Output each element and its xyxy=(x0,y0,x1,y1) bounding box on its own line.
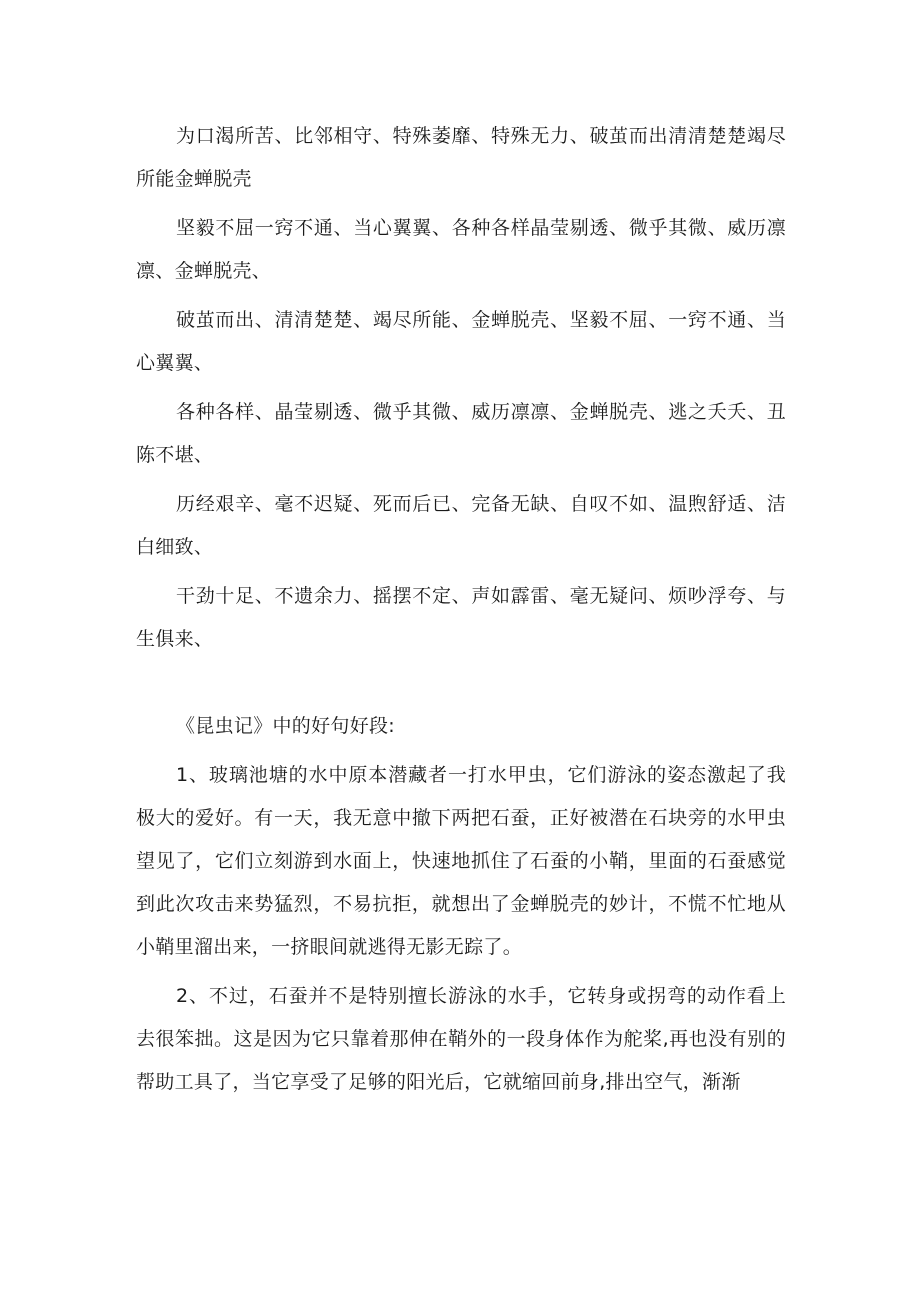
document-body xyxy=(136,115,786,1110)
excerpt-paragraph-2: 2、不过，石蚕并不是特别擅长游泳的水手，它转身或拐弯的动作看上去很笨拙。这是因为它只靠着那伸在鞘外的一段身体作为舵桨,再也没有别的帮助工具了，当它享受了足够的阳光后，它就缩回前身,排出空气，渐渐 xyxy=(136,985,786,1093)
section-spacer xyxy=(136,667,786,705)
vocab-paragraph-5: 历经艰辛、毫不迟疑、死而后已、完备无缺、自叹不如、温煦舒适、洁白细致、 xyxy=(136,493,786,558)
section-heading: 《昆虫记》中的好句好段: xyxy=(176,715,396,737)
vocab-paragraph-4: 各种各样、晶莹剔透、微乎其微、威历凛凛、金蝉脱壳、逃之夭夭、丑陈不堪、 xyxy=(136,401,786,466)
excerpt-paragraph-1: 1、玻璃池塘的水中原本潜藏者一打水甲虫，它们游泳的姿态激起了我极大的爱好。有一天，我无意中撤下两把石蚕，正好被潜在石块旁的水甲虫望见了，它们立刻游到水面上，快速地抓住了石蚕的小鞘，里面的石蚕感觉到此次攻击来势猛烈，不易抗拒，就想出了金蝉脱壳的妙计，不慌不忙地从小鞘里溜出来，一挤眼间就逃得无影无踪了。 xyxy=(136,764,786,958)
vocab-paragraph-2: 坚毅不屈一窍不通、当心翼翼、各种各样晶莹剔透、微乎其微、威历凛凛、金蝉脱壳、 xyxy=(136,217,786,282)
vocab-paragraph-3: 破茧而出、清清楚楚、竭尽所能、金蝉脱壳、坚毅不屈、一窍不通、当心翼翼、 xyxy=(136,309,786,374)
vocab-paragraph-6: 干劲十足、不遗余力、摇摆不定、声如霹雷、毫无疑问、烦吵浮夸、与生俱来、 xyxy=(136,585,786,650)
vocab-paragraph-1: 为口渴所苦、比邻相守、特殊萎靡、特殊无力、破茧而出清清楚楚竭尽所能金蝉脱壳 xyxy=(136,125,786,190)
